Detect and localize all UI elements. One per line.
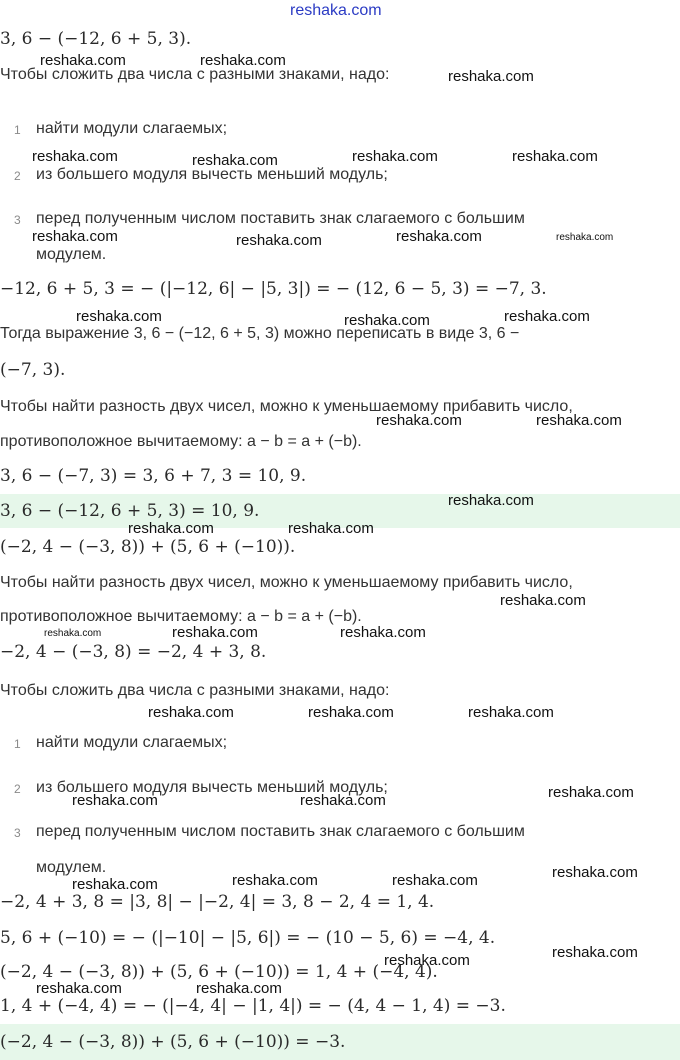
watermark: reshaka.com [200, 52, 286, 69]
watermark: reshaka.com [384, 952, 470, 969]
part1-expression: 3, 6 − (−12, 6 + 5, 3). [0, 29, 192, 49]
part2-calc1: −2, 4 − (−3, 8) = −2, 4 + 3, 8. [0, 642, 267, 662]
part1-rule-intro: Чтобы сложить два числа с разными знаками, надо: [0, 66, 390, 83]
watermark: reshaka.com [288, 520, 374, 537]
watermark: reshaka.com [468, 704, 554, 721]
watermark: reshaka.com [352, 148, 438, 165]
watermark: reshaka.com [340, 624, 426, 641]
part2-rule-intro: Чтобы сложить два числа с разными знаками, надо: [0, 682, 390, 699]
part1-rewrite-line1: Тогда выражение 3, 6 − (−12, 6 + 5, 3) можно переписать в виде 3, 6 − [0, 325, 520, 342]
part1-calc1: −12, 6 + 5, 3 = − (|−12, 6| − |5, 3|) = − (12, 6 − 5, 3) = −7, 3. [0, 279, 547, 299]
part2-expression: (−2, 4 − (−3, 8)) + (5, 6 + (−10)). [0, 537, 296, 557]
part1-calc2: 3, 6 − (−7, 3) = 3, 6 + 7, 3 = 10, 9. [0, 466, 307, 486]
step-text: из большего модуля вычесть меньший модуль; [36, 166, 388, 183]
watermark: reshaka.com [236, 232, 322, 249]
step-number: 1 [14, 737, 21, 751]
watermark: reshaka.com [128, 520, 214, 537]
part2-calc5: 1, 4 + (−4, 4) = − (|−4, 4| − |1, 4|) = − (4, 4 − 1, 4) = −3. [0, 996, 506, 1016]
step-text: перед полученным числом поставить знак слагаемого с большим [36, 210, 525, 227]
part1-diff-rule-line2: противоположное вычитаемому: a − b = a + (−b). [0, 433, 362, 450]
step-number: 2 [14, 782, 21, 796]
part1-rewrite-line2: (−7, 3). [0, 360, 66, 380]
step-number: 2 [14, 169, 21, 183]
watermark: reshaka.com [448, 492, 534, 509]
step-text-continuation: модулем. [36, 246, 107, 263]
watermark: reshaka.com [148, 704, 234, 721]
site-watermark: reshaka.com [290, 2, 382, 19]
watermark: reshaka.com [552, 944, 638, 961]
watermark: reshaka.com [556, 232, 614, 243]
step-text: из большего модуля вычесть меньший модуль; [36, 779, 388, 796]
part2-calc4: (−2, 4 − (−3, 8)) + (5, 6 + (−10)) = 1, 4 + (−4, 4). [0, 962, 438, 982]
watermark: reshaka.com [32, 148, 118, 165]
part1-answer: 3, 6 − (−12, 6 + 5, 3) = 10, 9. [0, 501, 260, 521]
part2-answer: (−2, 4 − (−3, 8)) + (5, 6 + (−10)) = −3. [0, 1032, 346, 1052]
watermark: reshaka.com [300, 792, 386, 809]
watermark: reshaka.com [552, 864, 638, 881]
watermark: reshaka.com [172, 624, 258, 641]
watermark: reshaka.com [72, 876, 158, 893]
watermark: reshaka.com [500, 592, 586, 609]
watermark: reshaka.com [548, 784, 634, 801]
part2-diff-rule-line1: Чтобы найти разность двух чисел, можно к уменьшаемому прибавить число, [0, 574, 573, 591]
step-text: перед полученным числом поставить знак слагаемого с большим [36, 823, 525, 840]
watermark: reshaka.com [76, 308, 162, 325]
watermark: reshaka.com [448, 68, 534, 85]
watermark: reshaka.com [40, 52, 126, 69]
part2-diff-rule-line2: противоположное вычитаемому: a − b = a + (−b). [0, 608, 362, 625]
watermark: reshaka.com [504, 308, 590, 325]
step-text: найти модули слагаемых; [36, 734, 228, 751]
watermark: reshaka.com [44, 628, 102, 639]
watermark: reshaka.com [536, 412, 622, 429]
part2-calc3: 5, 6 + (−10) = − (|−10| − |5, 6|) = − (10 − 5, 6) = −4, 4. [0, 928, 496, 948]
step-text-continuation: модулем. [36, 859, 107, 876]
watermark: reshaka.com [344, 312, 430, 329]
watermark: reshaka.com [512, 148, 598, 165]
watermark: reshaka.com [308, 704, 394, 721]
step-number: 3 [14, 826, 21, 840]
watermark: reshaka.com [396, 228, 482, 245]
step-number: 3 [14, 213, 21, 227]
part1-diff-rule-line1: Чтобы найти разность двух чисел, можно к уменьшаемому прибавить число, [0, 398, 573, 415]
step-number: 1 [14, 123, 21, 137]
part2-calc2: −2, 4 + 3, 8 = |3, 8| − |−2, 4| = 3, 8 − 2, 4 = 1, 4. [0, 892, 435, 912]
watermark: reshaka.com [32, 228, 118, 245]
watermark: reshaka.com [232, 872, 318, 889]
watermark: reshaka.com [392, 872, 478, 889]
watermark: reshaka.com [72, 792, 158, 809]
watermark: reshaka.com [376, 412, 462, 429]
step-text: найти модули слагаемых; [36, 120, 228, 137]
watermark: reshaka.com [36, 980, 122, 997]
watermark: reshaka.com [196, 980, 282, 997]
watermark: reshaka.com [192, 152, 278, 169]
